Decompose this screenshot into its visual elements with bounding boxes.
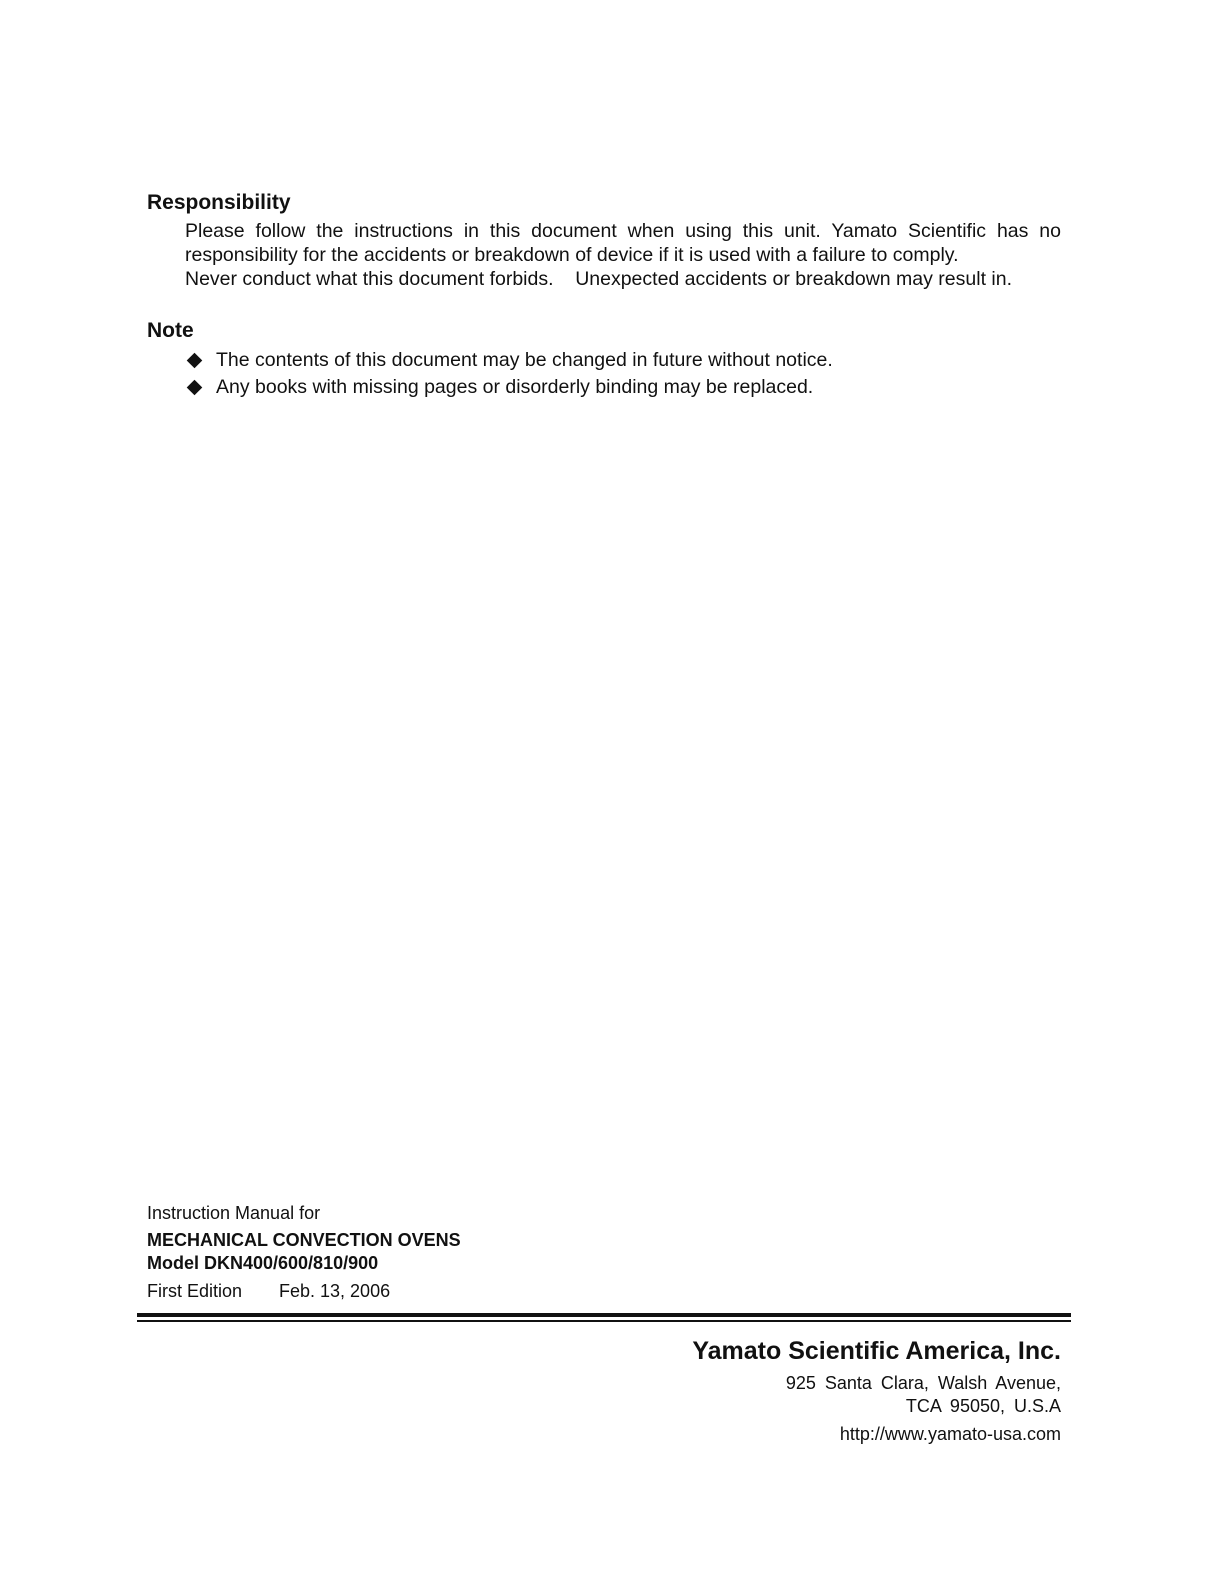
note-heading: Note [147,319,194,342]
note-item [185,348,833,372]
product-title: MECHANICAL CONVECTION OVENS [147,1230,461,1250]
address-line-2: TCA 95050, U.S.A [905,1396,1061,1416]
note-item-text: The contents of this document may be changed in future without notice. [216,349,833,371]
responsibility-line-3: Never conduct what this document forbids. Unexpected accidents or breakdown may result in. [185,268,1012,290]
divider-thick [137,1313,1071,1317]
note-item-text: Any books with missing pages or disorderly binding may be replaced. [216,376,814,398]
company-name: Yamato Scientific America, Inc. [692,1337,1061,1365]
company-url: http://www.yamato-usa.com [839,1424,1061,1444]
divider-thin [137,1320,1071,1322]
responsibility-line-1: Please follow the instructions in this document when using this unit. Yamato Scientific has no [185,220,1061,242]
model-title: Model DKN400/600/810/900 [147,1253,379,1273]
diamond-bullet-icon [187,352,203,368]
responsibility-line-2: responsibility for the accidents or breakdown of device if it is used with a failure to comply. [185,244,959,266]
note-item [185,375,813,399]
diamond-bullet-icon [187,379,203,395]
responsibility-heading: Responsibility [147,191,291,214]
edition-date: Feb. 13, 2006 [279,1281,391,1301]
responsibility-paragraph [185,219,1061,291]
edition-label: First Edition [147,1281,243,1301]
manual-intro: Instruction Manual for [147,1203,321,1223]
address-line-1: 925 Santa Clara, Walsh Avenue, [785,1373,1061,1393]
